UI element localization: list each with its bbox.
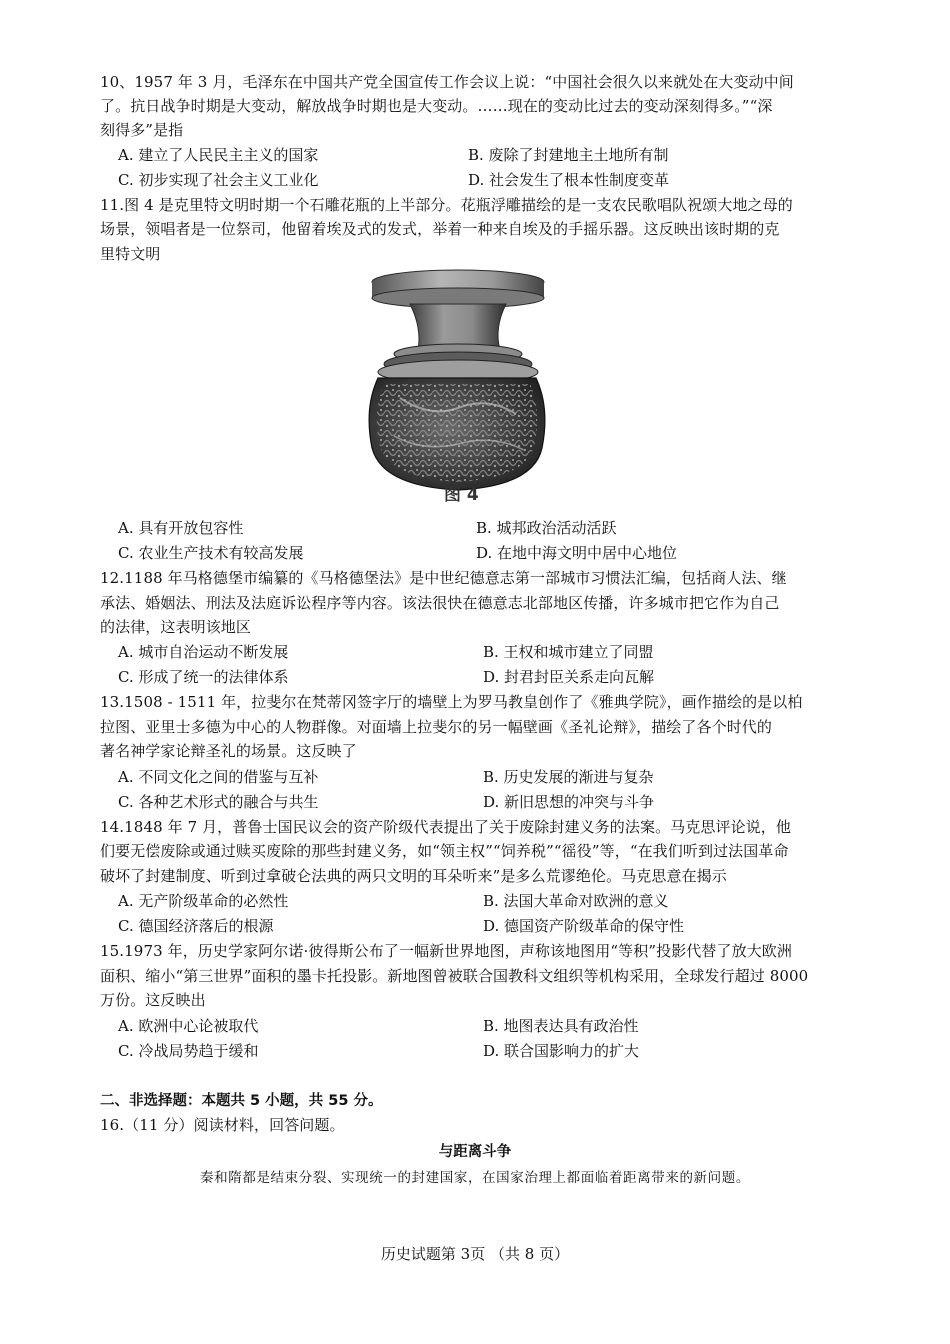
q11-option-d: D. 在地中海文明中居中心地位 (476, 544, 678, 562)
q11-stem-line-3: 里特文明 (100, 245, 161, 263)
q11-option-b: B. 城邦政治活动活跃 (476, 519, 617, 537)
material-text: 秦和隋都是结束分裂、实现统一的封建国家，在国家治理上都面临着距离带来的新问题。 (200, 1170, 750, 1186)
q14-stem-line-1: 14.1848 年 7 月，普鲁士国民议会的资产阶级代表提出了关于废除封建义务的法案。马克思评论说，他 (100, 818, 791, 836)
q13-stem-line-3: 著名神学家论辩圣礼的场景。这反映了 (100, 742, 357, 760)
q16-intro: 16.（11 分）阅读材料，回答问题。 (100, 1116, 345, 1134)
q14-option-b: B. 法国大革命对欧洲的意义 (483, 892, 669, 910)
q14-stem-line-2: 们要无偿废除或通过赎买废除的那些封建义务，如“领主权”“饲养税”“徭役”等，“在我们听到过法国革命 (100, 842, 789, 860)
q12-stem-line-1: 12.1188 年马格德堡市编纂的《马格德堡法》是中世纪德意志第一部城市习惯法汇编，包括商人法、继 (100, 569, 787, 587)
q12-stem-line-2: 承法、婚姻法、刑法及法庭诉讼程序等内容。该法很快在德意志北部地区传播，许多城市把它作为自己 (100, 594, 780, 612)
q13-option-c: C. 各种艺术形式的融合与共生 (118, 793, 319, 811)
q10-stem-line-3: 刻得多”是指 (100, 121, 184, 139)
q15-option-a: A. 欧洲中心论被取代 (118, 1017, 259, 1035)
q10-option-c: C. 初步实现了社会主义工业化 (118, 171, 319, 189)
q15-option-d: D. 联合国影响力的扩大 (483, 1042, 640, 1060)
q12-option-b: B. 王权和城市建立了同盟 (483, 643, 654, 661)
q11-option-c: C. 农业生产技术有较高发展 (118, 544, 304, 562)
q10-stem-line-1: 10、1957 年 3 月，毛泽东在中国共产党全国宣传工作会议上说：“中国社会很久以来就处在大变动中间 (100, 73, 794, 91)
figure-4-caption: 图 4 (444, 485, 479, 505)
page-footer: 历史试题第 3页 （共 8 页） (380, 1245, 570, 1263)
q13-stem-line-2: 拉图、亚里士多德为中心的人物群像。对面墙上拉斐尔的另一幅壁画《圣礼论辩》，描绘了各个时代的 (100, 718, 773, 736)
q13-stem-line-1: 13.1508 - 1511 年，拉斐尔在梵蒂冈签字厅的墙壁上为罗马教皇创作了《雅典学院》，画作描绘的是以柏 (100, 693, 803, 711)
q13-option-d: D. 新旧思想的冲突与斗争 (483, 793, 655, 811)
q15-stem-line-2: 面积、缩小“第三世界”面积的墨卡托投影。新地图曾被联合国教科文组织等机构采用，全球发行超过 8000 (100, 967, 809, 985)
q10-stem-line-2: 了。抗日战争时期是大变动，解放战争时期也是大变动。……现在的变动比过去的变动深刻得多。”“深 (100, 97, 773, 115)
q13-option-a: A. 不同文化之间的借鉴与互补 (118, 768, 319, 786)
q14-option-c: C. 德国经济落后的根源 (118, 917, 274, 935)
q14-option-a: A. 无产阶级革命的必然性 (118, 892, 289, 910)
q15-option-c: C. 冷战局势趋于缓和 (118, 1042, 259, 1060)
q15-stem-line-1: 15.1973 年，历史学家阿尔诺·彼得斯公布了一幅新世界地图，声称该地图用“等积”投影代替了放大欧洲 (100, 942, 793, 960)
q12-stem-line-3: 的法律，这表明该地区 (100, 618, 252, 636)
q11-option-a: A. 具有开放包容性 (118, 519, 244, 537)
stone-vase-illustration (360, 268, 560, 508)
q15-stem-line-3: 万份。这反映出 (100, 991, 206, 1009)
q15-option-b: B. 地图表达具有政治性 (483, 1017, 639, 1035)
q11-stem-line-2: 场景，领唱者是一位祭司，他留着埃及式的发式，举着一种来自埃及的手摇乐器。这反映出该时期的克 (100, 220, 780, 238)
q14-stem-line-3: 破坏了封建制度、听到过拿破仑法典的两只文明的耳朵听来”是多么荒谬绝伦。马克思意在揭示 (100, 867, 727, 885)
section-2-heading: 二、非选择题：本题共 5 小题，共 55 分。 (100, 1093, 383, 1109)
figure-4-stone-vase (360, 268, 560, 508)
q10-option-b: B. 废除了封建地主土地所有制 (468, 146, 669, 164)
q12-option-d: D. 封君封臣关系走向瓦解 (483, 668, 655, 686)
q12-option-c: C. 形成了统一的法律体系 (118, 668, 289, 686)
q10-option-d: D. 社会发生了根本性制度变革 (468, 171, 670, 189)
q14-option-d: D. 德国资产阶级革命的保守性 (483, 917, 685, 935)
q11-stem-line-1: 11.图 4 是克里特文明时期一个石雕花瓶的上半部分。花瓶浮雕描绘的是一支农民歌唱队祝颂大地之母的 (100, 196, 793, 214)
q10-option-a: A. 建立了人民民主主义的国家 (118, 146, 319, 164)
material-title: 与距离斗争 (438, 1144, 512, 1160)
q13-option-b: B. 历史发展的渐进与复杂 (483, 768, 654, 786)
q12-option-a: A. 城市自治运动不断发展 (118, 643, 289, 661)
